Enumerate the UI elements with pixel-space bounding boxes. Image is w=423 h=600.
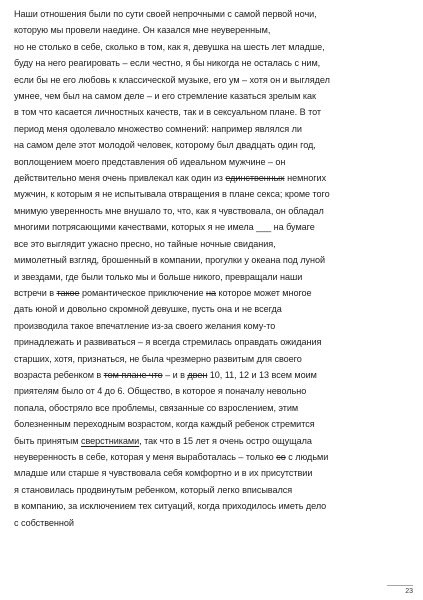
text-segment: действительно меня очень привлекал как один из	[14, 173, 226, 184]
text-segment: романтическое приключение	[79, 287, 207, 298]
text-line: приятелям было от 4 до 6. Обществo, в которое я поначалу невольно	[14, 386, 307, 397]
text-segment: которое может многое	[216, 287, 312, 298]
text-line: Наши отношения были по сути своей непрочными с самой первой ночи,	[14, 9, 317, 19]
underlined-word: сверстниками	[80, 435, 140, 446]
text-line: я становилась продвинутым ребенком, который легко вписывался	[14, 484, 293, 495]
text-line: и звездами, где были только мы и больше никого, превращали наши	[14, 271, 303, 282]
text-line	[14, 449, 414, 465]
text-segment: – и в	[162, 369, 188, 380]
text-line	[14, 285, 414, 301]
text-line: умнее, чем был на самом деле – и его стремление казаться зрелым как	[14, 91, 316, 102]
text-line: но не столько в себе, сколько в том, как я, девушка на шесть лет младше,	[14, 41, 325, 52]
text-line: мимолетный взгляд, брошенный в компании, прогулки у океана под луной	[14, 255, 326, 266]
text-line: в компанию, за исключением тех ситуаций, когда приходилось иметь дело	[14, 501, 327, 512]
text-segment: неуверенность в себе, которая у меня выработалась – только	[14, 451, 277, 462]
struck-word: единственных	[225, 173, 285, 184]
text-line: все это выглядит ужасно пресно, но тайные ночные свидания,	[14, 238, 276, 249]
struck-word: со	[276, 451, 286, 462]
text-line: если бы не его любовь к классической музыке, его ум – хотя он и выглядел	[14, 74, 330, 85]
text-line: буду на него реагировать – если честно, я бы никогда не осталась с ним,	[14, 58, 321, 69]
struck-word: двен	[187, 369, 208, 380]
struck-word: том плане что	[103, 369, 163, 380]
text-segment: возраста ребенком в	[14, 369, 104, 380]
text-line: в том что касается личностных качеств, так и в сексуальном плане. В тот	[14, 107, 322, 118]
text-line: младше или старше я чувствовала себя комфортно и в их присутствии	[14, 468, 313, 479]
text-line	[14, 367, 414, 383]
text-line: период меня одолевало множество сомнений: например являлся ли	[14, 123, 302, 134]
text-line: воплощением моего представления об идеальном мужчине – он	[14, 156, 286, 167]
text-segment: немногих	[284, 173, 327, 184]
text-line: которую мы провели наедине. Он казался мне неуверенным,	[14, 25, 271, 36]
text-line: принадлежать и развиваться – я всегда стремилась оправдать ожидания	[14, 337, 322, 348]
text-line: мнимую уверенность мне внушало то, что, как я чувствовала, он обладал	[14, 205, 324, 216]
text-line: мужчин, к которым я не испытывала отвращения в плане секса; кроме того	[14, 189, 330, 200]
text-line: многими потрясающими качествами, которых я не имела ___ на бумаге	[14, 222, 315, 233]
text-line: попала, обострялo все проблемы, связанные со взрослением, этим	[14, 402, 299, 413]
text-line	[14, 433, 414, 449]
text-line: болезненным переходным возрастом, когда каждый ребенок стремится	[14, 419, 315, 430]
text-segment: быть принятым	[14, 435, 81, 446]
text-line: старших, хотя, признаться, не была чрезмерно развитым для своего	[14, 353, 302, 364]
text-line: на самом деле этот молодой человек, которому был двадцать один год,	[14, 140, 316, 151]
struck-word: такое	[56, 287, 80, 298]
text-line	[14, 170, 414, 186]
text-line: с собственной	[14, 517, 74, 528]
text-segment: , так что в 15 лет я очень остро ощущала	[139, 435, 312, 446]
text-line: дать юной и довольно скромной девушке, пусть она и не всегда	[14, 304, 282, 315]
text-line: производила такое впечатление из-за своего желания кому-то	[14, 320, 276, 331]
footer-rule	[387, 585, 413, 586]
text-segment: с людьми	[285, 451, 329, 462]
struck-word: на	[206, 287, 217, 298]
text-segment: встречи в	[14, 287, 57, 298]
page-number: 23	[405, 588, 413, 595]
text-segment: 10, 11, 12 и 13 всем моим	[207, 369, 317, 380]
body-text	[14, 6, 414, 531]
